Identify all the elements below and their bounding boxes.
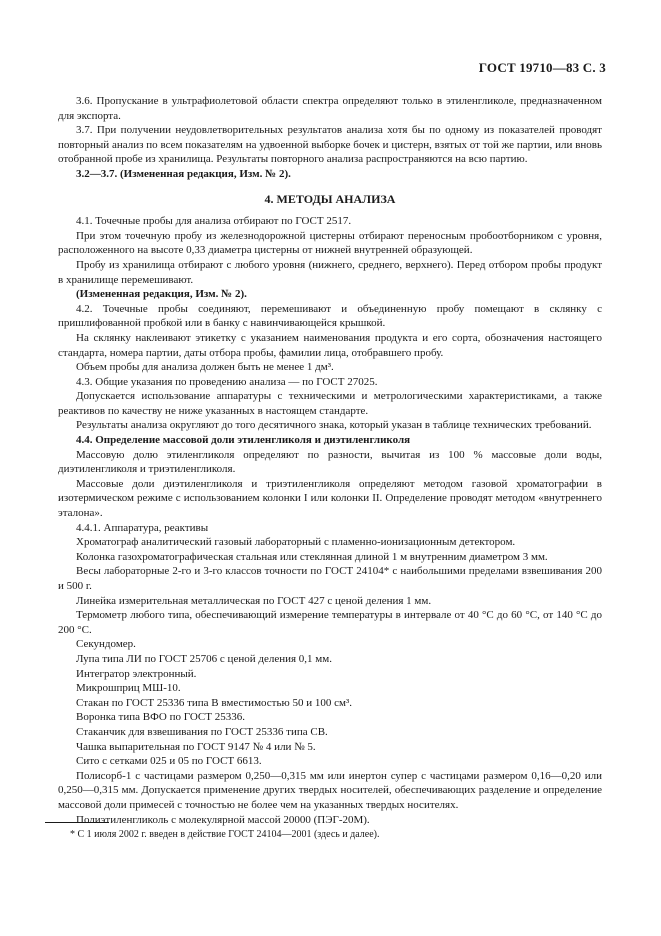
- section-title: 4. МЕТОДЫ АНАЛИЗА: [264, 191, 396, 206]
- list-item: Стакан по ГОСТ 25336 типа В вместимостью 50 и 100 см³.: [76, 696, 353, 709]
- paragraph: Пробу из хранилища отбирают с любого уровня (нижнего, среднего, верхнего). Перед отбором пробы продукт в хранилище перемешивают.: [58, 258, 602, 286]
- list-item: Воронка типа ВФО по ГОСТ 25336.: [76, 711, 245, 724]
- paragraph-4-1: 4.1. Точечные пробы для анализа отбирают по ГОСТ 2517.: [76, 215, 352, 228]
- list-item: Лупа типа ЛИ по ГОСТ 25706 с ценой деления 0,1 мм.: [76, 652, 332, 665]
- list-item: Полиэтиленгликоль с молекулярной массой 20000 (ПЭГ-20М).: [76, 813, 370, 826]
- list-item: Колонка газохроматографическая стальная или стеклянная длиной 1 м внутренним диаметром 3 мм.: [76, 550, 548, 563]
- paragraph-3-7: 3.7. При получении неудовлетворительных результатов анализа хотя бы по одному из показателей проводят повторный анализ по всем показателям на удвоенной выборке бочек и цистерн, взятых от той же партии, или вновь отобранной пробе из хранилища. Результаты повторного анализа распространяются на всю партию.: [58, 124, 602, 166]
- paragraph: Массовую долю этиленгликоля определяют по разности, вычитая из 100 % массовые доли воды, диэтиленгликоля и триэтиленгликоля.: [58, 448, 602, 476]
- subsection-heading-4-4: 4.4. Определение массовой доли этиленгликоля и диэтиленгликоля: [76, 434, 411, 447]
- list-item: Интегратор электронный.: [76, 667, 197, 680]
- document-body: [58, 94, 602, 827]
- paragraph-4-3: 4.3. Общие указания по проведению анализа — по ГОСТ 27025.: [76, 375, 378, 388]
- list-item: Секундомер.: [76, 638, 136, 651]
- paragraph: Объем пробы для анализа должен быть не менее 1 дм³.: [76, 361, 334, 374]
- list-item: Линейка измерительная металлическая по ГОСТ 427 с ценой деления 1 мм.: [76, 594, 432, 607]
- footnote-divider: [45, 822, 109, 823]
- paragraph: Допускается использование аппаратуры с техническими и метрологическими характеристиками, а также реактивов по качеству не ниже указанных в настоящем стандарте.: [58, 390, 602, 417]
- page-header: ГОСТ 19710—83 С. 3: [478, 60, 606, 75]
- list-item: Стаканчик для взвешивания по ГОСТ 25336 типа СВ.: [76, 725, 328, 738]
- paragraph: При этом точечную пробу из железнодорожной цистерны отбирают переносным пробоотборником с уровня, расположенного на высоте 0,33 диаметра цистерны от нижней внутренней образующей.: [58, 229, 602, 257]
- list-item: Микрошприц МШ-10.: [76, 682, 181, 695]
- footnote: * С 1 июля 2002 г. введен в действие ГОСТ 24104—2001 (здесь и далее).: [70, 829, 380, 840]
- amendment-note: (Измененная редакция, Изм. № 2).: [76, 288, 247, 301]
- paragraph: Результаты анализа округляют до того десятичного знака, который указан в таблице технических требований.: [76, 419, 592, 432]
- paragraph-4-2: 4.2. Точечные пробы соединяют, перемешивают и объединенную пробу помещают в склянку с пришлифованной пробкой или в банку с навинчивающейся крышкой.: [58, 302, 602, 330]
- list-item: Полисорб-1 с частицами размером 0,250—0,315 мм или инертон супер с частицами размером 0,16—0,20 или 0,250—0,315 мм. Допускается применение других твердых носителей, обеспечивающих разделение и определение массовой доли примесей с точностью не более чем на указанных твердых носителях.: [58, 769, 602, 811]
- subsection-heading-4-4-1: 4.4.1. Аппаратура, реактивы: [76, 521, 209, 534]
- list-item: Термометр любого типа, обеспечивающий измерение температуры в интервале от 40 °С до 60 °С, от 140 °С до 200 °С.: [58, 609, 602, 636]
- list-item: Весы лабораторные 2-го и 3-го классов точности по ГОСТ 24104* с наибольшими пределами взвешивания 200 и 500 г.: [58, 565, 602, 592]
- paragraph: На склянку наклеивают этикетку с указанием наименования продукта и его сорта, обозначения настоящего стандарта, номера партии, даты отбора пробы, фамилии лица, отобравшего пробу.: [58, 331, 602, 359]
- list-item: Чашка выпарительная по ГОСТ 9147 № 4 или № 5.: [76, 740, 316, 753]
- amendment-note: 3.2—3.7. (Измененная редакция, Изм. № 2).: [76, 167, 291, 180]
- list-item: Сито с сетками 025 и 05 по ГОСТ 6613.: [76, 755, 262, 768]
- paragraph-3-6: 3.6. Пропускание в ультрафиолетовой области спектра определяют только в этиленгликоле, предназначенном для экспорта.: [58, 95, 602, 122]
- paragraph: Массовые доли диэтиленгликоля и триэтиленгликоля определяют методом газовой хроматографии в изотермическом режиме с использованием колонки I или колонки II. Определение проводят методом «внутреннего эталона».: [58, 477, 602, 520]
- list-item: Хроматограф аналитический газовый лабораторный с пламенно-ионизационным детектором.: [76, 536, 516, 549]
